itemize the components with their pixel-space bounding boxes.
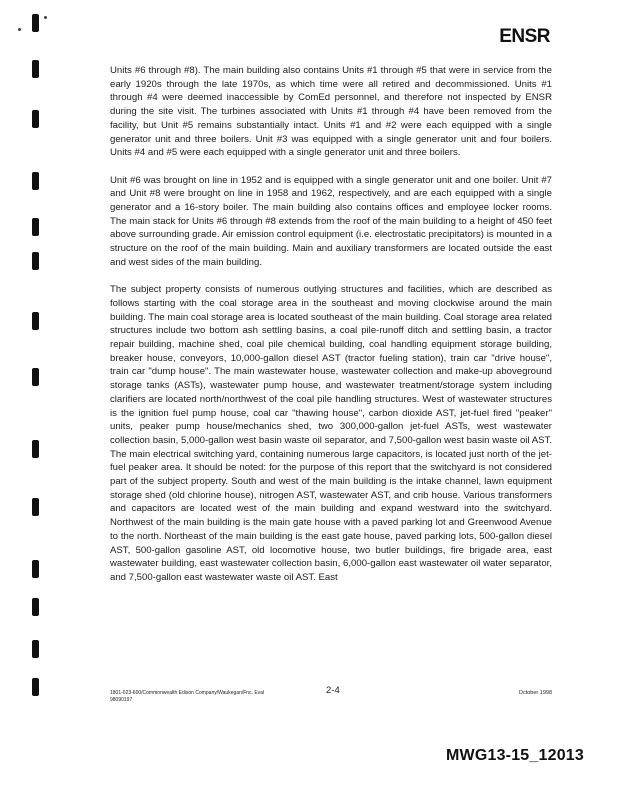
paragraph-units-overview: Units #6 through #8). The main building also contains Units #1 through #5 that were in service from the early 1920s through the late 1970s, as which time were all retired and decommissioned. Units #1 through #4 were deemed inaccessible by ComEd personnel, and therefore not inspected by ENSR during the site visit. The turbines associated with Units #1 through #4 have been removed from the facility, but Unit #5 remains substantially intact. Units #1 and #2 were each equipped with a single generator unit and three boilers. Unit #3 was equipped with a single generator unit and four boilers. Units #4 and #5 were each equipped with a single generator unit and three boilers. bbox=[110, 65, 552, 159]
punch-hole bbox=[32, 440, 39, 458]
punch-hole bbox=[32, 368, 39, 386]
binder-punch-marks bbox=[30, 0, 44, 720]
punch-hole bbox=[32, 640, 39, 658]
punch-hole bbox=[32, 560, 39, 578]
paragraph-units-6-8: Unit #6 was brought on line in 1952 and is equipped with a single generator unit and one boiler. Unit #7 and Unit #8 were brought on line in 1958 and 1962, respectively, and are each equipped with a single generator and a 16-story boiler. The main building also contains offices and employee locker rooms. The main stack for Units #6 through #8 extends from the roof of the main building to a height of 450 feet above surrounding grade. Air emission control equipment (i.e. electrostatic precipitators) is mounted in a structure on the roof of the main building. Main and auxiliary transformers are located outside the east and west sides of the main building. bbox=[110, 174, 552, 268]
report-body bbox=[110, 64, 552, 598]
punch-hole bbox=[32, 678, 39, 696]
bates-number: MWG13-15_12013 bbox=[446, 747, 584, 764]
page-number: 2-4 bbox=[326, 685, 340, 696]
punch-hole bbox=[32, 172, 39, 190]
punch-hole bbox=[32, 252, 39, 270]
footer-ref-line1: 1801-023-600/Commonwealth Edison Company/Waukegan/Fnc. Eval bbox=[110, 690, 265, 696]
footer-date: October 1998 bbox=[518, 690, 552, 696]
footer-document-reference bbox=[110, 690, 264, 704]
scan-speck bbox=[44, 16, 47, 19]
scan-speck bbox=[18, 28, 21, 31]
punch-hole bbox=[32, 218, 39, 236]
punch-hole bbox=[32, 60, 39, 78]
punch-hole bbox=[32, 14, 39, 32]
ensr-logo: ENSR bbox=[499, 26, 550, 47]
punch-hole bbox=[32, 312, 39, 330]
punch-hole bbox=[32, 498, 39, 516]
footer-ref-line2: 98090197 bbox=[110, 697, 133, 703]
punch-hole bbox=[32, 598, 39, 616]
punch-hole bbox=[32, 110, 39, 128]
paragraph-subject-property: The subject property consists of numerous outlying structures and facilities, which are described as follows starting with the coal storage area in the southeast and moving clockwise around the main building. The main coal storage area is located southeast of the main building. Coal storage area related structures include two bottom ash settling basins, a coal pile-runoff ditch and settling basin, a tractor repair building, machine shed, coal pile chemical building, coal handling equipment storage building, breaker house, conveyors, 10,000-gallon diesel AST (tractor fueling station), train car "drive house", train car "dump house". The main wastewater house, wastewater collection and make-up aboveground storage tanks (ASTs), wastewater pump house, and wastewater treatment/storage system including clarifiers are located north/northwest of the coal pile handling structures. West of wastewater structures is the ignition fuel pump house, coal car "thawing house", carbon dioxide AST, jet-fuel fired "peaker" units, peaker pump house/mechanics shed, two 300,000-gallon jet-fuel ASTs, west wastewater collection basin, 5,000-gallon west basin waste oil separator, and 7,500-gallon west basin waste oil AST. The main electrical switching yard, containing numerous large capacitors, is located just north of the jet-fuel peaker area. It should be noted: for the purpose of this report that the switchyard is not considered part of the subject property. South and west of the main building is the intake channel, lawn equipment storage shed (old chlorine house), nitrogen AST, wastewater AST, and crib house. Various transformers and capacitors are located west of the main building and expand westward into the switchyard. Northwest of the main building is the main gate house with a paved parking lot and Greenwood Avenue to the north. Northeast of the main building is the east gate house, paved parking lots, 500-gallon diesel AST, 500-gallon gasoline AST, old locomotive house, two butler buildings, fire brigade area, east wastewater building, east wastewater collection basin, 6,000-gallon east wastewater oil water separator, and 7,500-gallon east wastewater waste oil AST. East bbox=[110, 284, 552, 583]
